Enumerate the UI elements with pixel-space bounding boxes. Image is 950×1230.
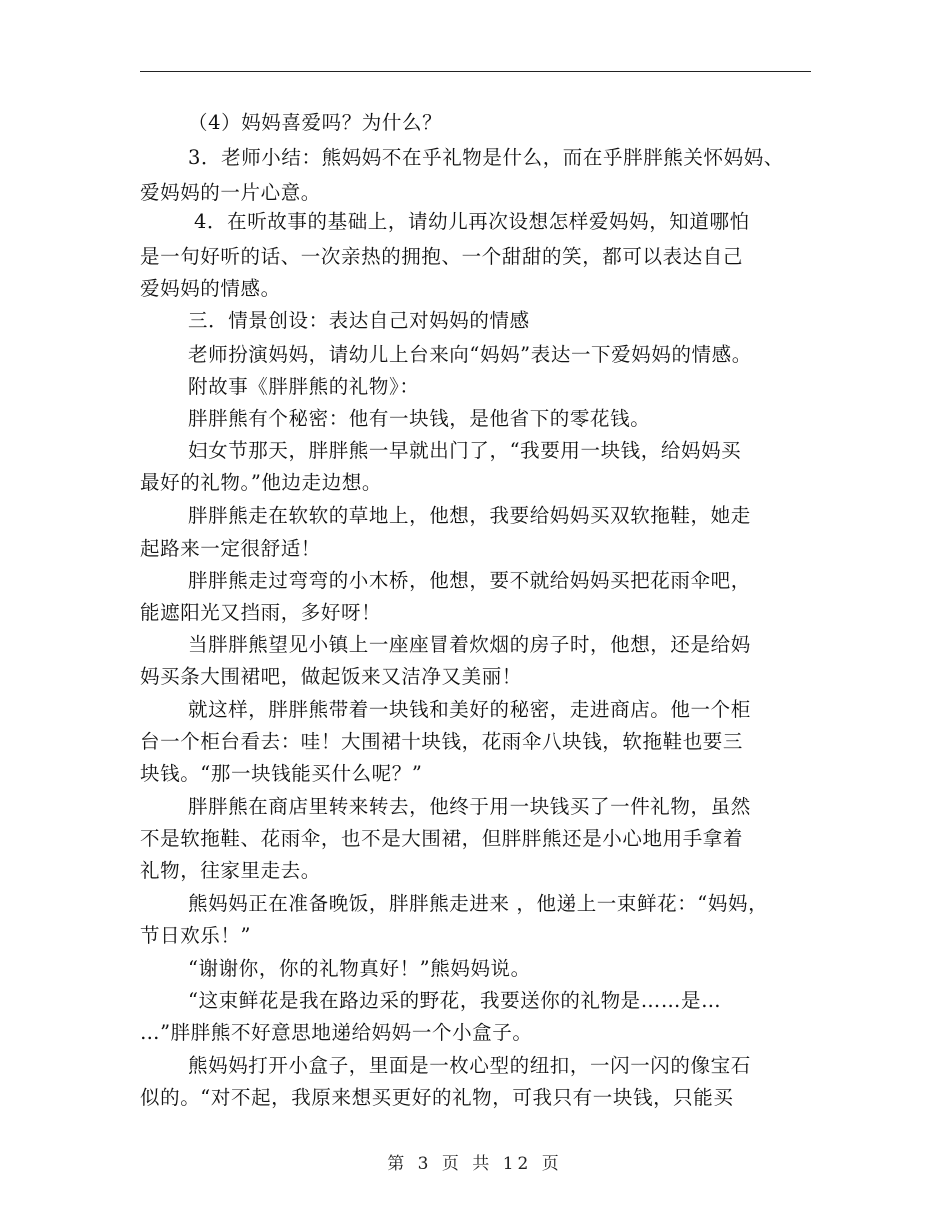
- text-line: 节日欢乐！”: [140, 924, 252, 947]
- text-line: 就这样，胖胖熊带着一块钱和美好的秘密，走进商店。他一个柜: [188, 698, 751, 721]
- text-line: 礼物，往家里走去。: [140, 859, 321, 882]
- text-line: 起路来一定很舒适！: [140, 537, 321, 560]
- page-footer: 第 3 页 共 12 页: [387, 1154, 563, 1174]
- text-line: 熊妈妈正在准备晚饭，胖胖熊走进来 ，他递上一束鲜花：“妈妈，: [188, 892, 769, 915]
- text-line: 4．在听故事的基础上，请幼儿再次设想怎样爱妈妈，知道哪怕: [194, 210, 750, 233]
- text-line: （4）妈妈喜爱吗？为什么？: [188, 111, 443, 134]
- text-line: 胖胖熊走过弯弯的小木桥，他想，要不就给妈妈买把花雨伞吧，: [188, 569, 751, 592]
- text-line: 能遮阳光又挡雨，多好呀！: [140, 601, 382, 624]
- text-line: 最好的礼物。”他边走边想。: [140, 471, 383, 494]
- text-line: 爱妈妈的情感。: [140, 277, 281, 300]
- text-line: “这束鲜花是我在路边采的野花，我要送你的礼物是……是…: [188, 989, 722, 1012]
- text-line: 块钱。“那一块钱能买什么呢？”: [140, 762, 423, 785]
- text-line: 不是软拖鞋、花雨伞，也不是大围裙，但胖胖熊还是小心地用手拿着: [140, 827, 744, 850]
- text-line: 胖胖熊有个秘密：他有一块钱，是他省下的零花钱。: [188, 407, 651, 430]
- text-line: 当胖胖熊望见小镇上一座座冒着炊烟的房子时，他想，还是给妈: [188, 633, 751, 656]
- text-line: …”胖胖熊不好意思地递给妈妈一个小盒子。: [140, 1021, 533, 1044]
- text-line: 胖胖熊走在软软的草地上，他想，我要给妈妈买双软拖鞋，她走: [188, 504, 751, 527]
- text-line: 三．情景创设：表达自己对妈妈的情感: [188, 309, 530, 332]
- text-line: 是一句好听的话、一次亲热的拥抱、一个甜甜的笑，都可以表达自己: [140, 245, 744, 268]
- text-line: 熊妈妈打开小盒子，里面是一枚心型的纽扣，一闪一闪的像宝石: [188, 1054, 751, 1077]
- text-line: 爱妈妈的一片心意。: [140, 181, 321, 204]
- text-line: 附故事《胖胖熊的礼物》：: [188, 375, 420, 398]
- text-line: 妇女节那天，胖胖熊一早就出门了，“我要用一块钱，给妈妈买: [188, 439, 742, 462]
- text-line: 似的。“对不起，我原来想买更好的礼物，可我只有一块钱，只能买: [140, 1086, 734, 1109]
- text-line: 3．老师小结：熊妈妈不在乎礼物是什么，而在乎胖胖熊关怀妈妈、: [188, 146, 784, 169]
- text-line: “谢谢你，你的礼物真好！”熊妈妈说。: [188, 957, 531, 980]
- text-line: 妈买条大围裙吧，做起饭来又洁净又美丽！: [140, 665, 522, 688]
- text-line: 老师扮演妈妈，请幼儿上台来向“妈妈”表达一下爱妈妈的情感。: [188, 343, 752, 366]
- text-line: 台一个柜台看去：哇！大围裙十块钱，花雨伞八块钱，软拖鞋也要三: [140, 730, 744, 753]
- header-rule: [140, 71, 811, 72]
- text-line: 胖胖熊在商店里转来转去，他终于用一块钱买了一件礼物，虽然: [188, 795, 751, 818]
